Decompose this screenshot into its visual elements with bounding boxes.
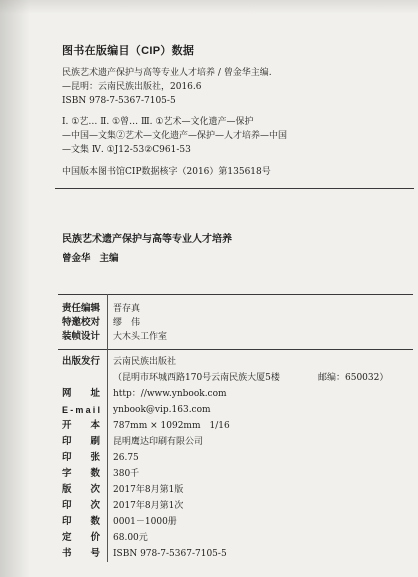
detail-row xyxy=(62,403,402,417)
email-link[interactable]: ynbook@vip.163.com xyxy=(113,405,211,415)
detail-label: 印 张 xyxy=(62,452,101,463)
staff-row xyxy=(62,302,402,316)
detail-label: 开 本 xyxy=(62,420,101,431)
detail-label: 定 价 xyxy=(62,532,101,543)
detail-row xyxy=(62,451,402,465)
detail-value: ISBN 978-7-5367-7105-5 xyxy=(113,549,227,559)
staff-value: 大木头工作室 xyxy=(113,332,168,342)
detail-label: 印 次 xyxy=(62,500,101,511)
cip-entry-line: —昆明：云南民族出版社，2016.6 xyxy=(62,82,202,92)
scan-shadow-top xyxy=(0,0,418,14)
detail-row xyxy=(62,499,402,513)
detail-label: 字 数 xyxy=(62,468,101,479)
website-link[interactable]: http：//www.ynbook.com xyxy=(113,389,227,399)
book-title: 民族艺术遗产保护与高等专业人才培养 xyxy=(62,234,232,245)
publisher-postcode: 邮编：650032） xyxy=(318,373,389,383)
detail-row xyxy=(62,515,402,529)
staff-label: 装帧设计 xyxy=(62,331,101,342)
detail-row xyxy=(62,419,402,433)
detail-row xyxy=(62,467,402,481)
address-row xyxy=(62,371,402,385)
cip-entry-line: ISBN 978-7-5367-7105-5 xyxy=(62,96,176,106)
publisher-label: 出版发行 xyxy=(62,356,101,367)
detail-value: 0001－1000册 xyxy=(113,517,177,527)
publisher-address: （昆明市环城西路170号云南民族大厦5楼 xyxy=(113,373,280,383)
staff-value: 缪 伟 xyxy=(113,318,141,328)
cip-entry-line: 民族艺术遗产保护与高等专业人才培养 / 曾金华主编. xyxy=(62,68,272,78)
detail-value: 2017年8月第1次 xyxy=(113,501,184,511)
detail-label: 网 址 xyxy=(62,388,101,399)
staff-label: 特邀校对 xyxy=(62,317,101,328)
publisher-name: 云南民族出版社 xyxy=(113,357,177,367)
scan-shadow-left xyxy=(0,0,30,577)
detail-label: 书 号 xyxy=(62,548,101,559)
detail-row xyxy=(62,531,402,545)
detail-label: 印 刷 xyxy=(62,436,101,447)
detail-row xyxy=(62,435,402,449)
publisher-row xyxy=(62,355,402,369)
detail-row xyxy=(62,483,402,497)
detail-value: 380千 xyxy=(113,469,140,479)
detail-label: 印 数 xyxy=(62,516,101,527)
cip-subject-line: —文集 Ⅳ. ①J12-53②C961-53 xyxy=(62,145,191,155)
cip-subject-line: Ⅰ. ①艺… Ⅱ. ①曾… Ⅲ. ①艺术—文化遗产—保护 xyxy=(62,117,254,127)
staff-label: 责任编辑 xyxy=(62,303,101,314)
detail-label: 版 次 xyxy=(62,484,101,495)
book-editor xyxy=(62,250,119,264)
detail-value: 787mm × 1092mm 1/16 xyxy=(113,421,230,431)
divider-staff-top xyxy=(58,294,413,295)
cip-subject-line: —中国—文集②艺术—文化遗产—保护—人才培养—中国 xyxy=(62,131,288,141)
detail-value: 昆明鹰达印刷有限公司 xyxy=(113,437,204,447)
cip-heading: 图书在版编目（CIP）数据 xyxy=(62,45,195,57)
cip-record-number: 中国版本图书馆CIP数据核字（2016）第135618号 xyxy=(62,167,271,177)
editor-role: 主编 xyxy=(99,253,119,264)
staff-row xyxy=(62,330,402,344)
detail-row xyxy=(62,547,402,561)
staff-row xyxy=(62,316,402,330)
editor-name: 曾金华 xyxy=(62,253,91,264)
divider-cip xyxy=(55,188,414,189)
staff-value: 晋存真 xyxy=(113,304,141,314)
detail-value: 2017年8月第1版 xyxy=(113,485,184,495)
detail-value: 68.00元 xyxy=(113,533,148,543)
detail-row xyxy=(62,387,402,401)
detail-label: E-mail xyxy=(62,405,103,415)
divider-publication-top xyxy=(58,349,413,350)
detail-value: 26.75 xyxy=(113,453,139,463)
